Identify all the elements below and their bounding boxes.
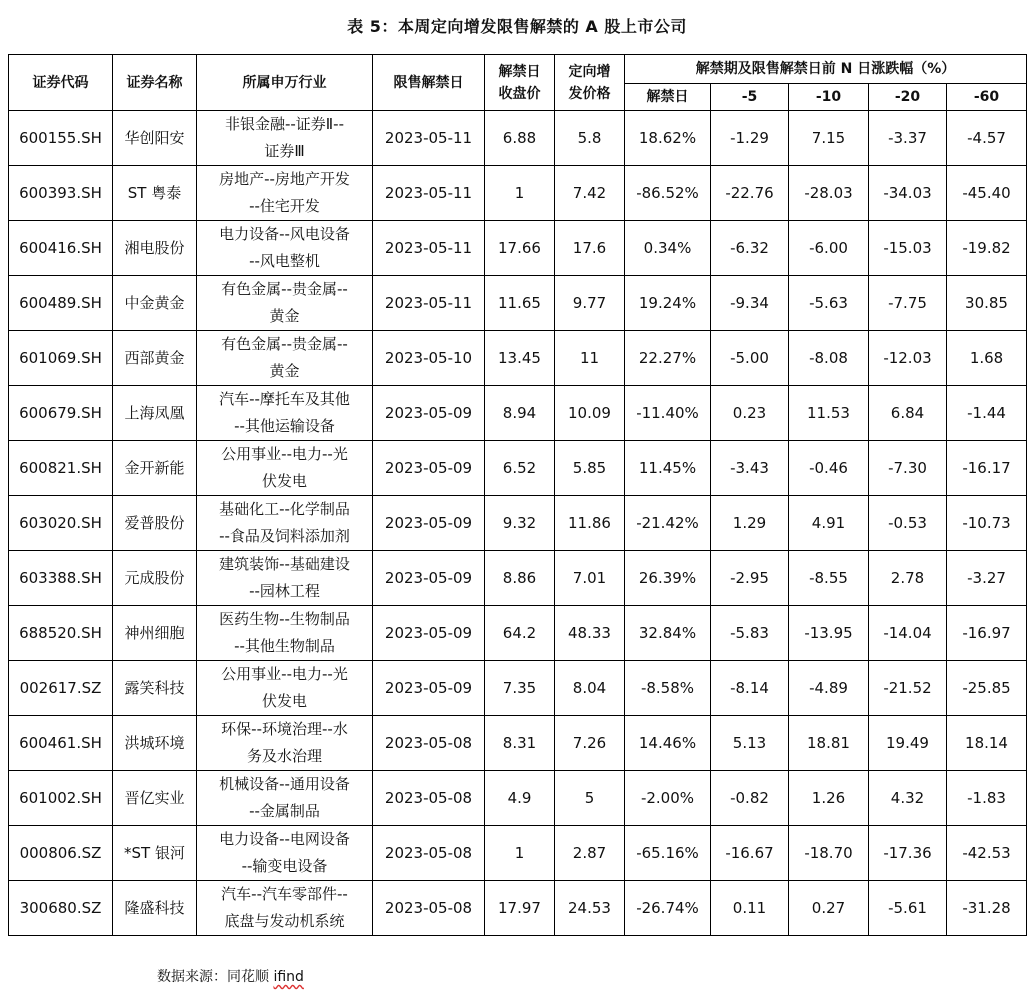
cell-code: 600489.SH [9, 276, 113, 331]
cell-change-d5: 0.11 [711, 881, 789, 936]
header-change-group: 解禁期及限售解禁日前 N 日涨跌幅（%） [625, 55, 1027, 84]
cell-close: 1 [485, 826, 555, 881]
cell-change-d60: -42.53 [947, 826, 1027, 881]
cell-industry-line2: --输变电设备 [241, 857, 328, 875]
cell-change-d20: -0.53 [869, 496, 947, 551]
cell-industry-line2: --园林工程 [249, 582, 320, 600]
cell-change-d5: -6.32 [711, 221, 789, 276]
cell-name: 元成股份 [113, 551, 197, 606]
cell-price: 7.26 [555, 716, 625, 771]
cell-price: 17.6 [555, 221, 625, 276]
cell-change-d60: -16.17 [947, 441, 1027, 496]
cell-name: 西部黄金 [113, 331, 197, 386]
cell-change-d0: 26.39% [625, 551, 711, 606]
cell-name: 洪城环境 [113, 716, 197, 771]
cell-industry-line2: 黄金 [269, 362, 300, 380]
cell-change-d20: 4.32 [869, 771, 947, 826]
cell-change-d5: -22.76 [711, 166, 789, 221]
cell-change-d20: 6.84 [869, 386, 947, 441]
cell-change-d60: -4.57 [947, 111, 1027, 166]
cell-change-d10: -5.63 [789, 276, 869, 331]
cell-industry-line2: --其他生物制品 [234, 637, 335, 655]
cell-change-d10: 1.26 [789, 771, 869, 826]
cell-change-d0: -65.16% [625, 826, 711, 881]
table-row [9, 881, 1027, 936]
cell-date: 2023-05-11 [373, 111, 485, 166]
cell-change-d60: -25.85 [947, 661, 1027, 716]
cell-change-d5: -3.43 [711, 441, 789, 496]
header-close-line1: 解禁日 [498, 63, 541, 80]
cell-close: 64.2 [485, 606, 555, 661]
cell-industry [197, 331, 373, 386]
cell-price: 5.8 [555, 111, 625, 166]
cell-industry-line1: 公用事业--电力--光 [221, 665, 348, 683]
cell-date: 2023-05-09 [373, 441, 485, 496]
cell-close: 8.86 [485, 551, 555, 606]
cell-price: 11.86 [555, 496, 625, 551]
cell-industry [197, 551, 373, 606]
cell-name: 华创阳安 [113, 111, 197, 166]
table-row [9, 716, 1027, 771]
cell-change-d10: -18.70 [789, 826, 869, 881]
cell-change-d60: -10.73 [947, 496, 1027, 551]
cell-industry-line1: 医药生物--生物制品 [219, 610, 350, 628]
cell-industry-line2: 证券Ⅲ [264, 142, 305, 160]
table-row [9, 661, 1027, 716]
cell-change-d0: 22.27% [625, 331, 711, 386]
cell-price: 48.33 [555, 606, 625, 661]
cell-name: 爱普股份 [113, 496, 197, 551]
cell-code: 601069.SH [9, 331, 113, 386]
header-date: 限售解禁日 [373, 55, 485, 111]
cell-name: 湘电股份 [113, 221, 197, 276]
cell-date: 2023-05-08 [373, 881, 485, 936]
cell-industry-line1: 房地产--房地产开发 [219, 170, 350, 188]
cell-change-d0: -21.42% [625, 496, 711, 551]
cell-date: 2023-05-11 [373, 221, 485, 276]
cell-change-d60: 30.85 [947, 276, 1027, 331]
cell-change-d10: -8.08 [789, 331, 869, 386]
cell-code: 600393.SH [9, 166, 113, 221]
header-price-line2: 发价格 [568, 85, 611, 102]
cell-date: 2023-05-10 [373, 331, 485, 386]
cell-change-d20: -17.36 [869, 826, 947, 881]
table-row [9, 331, 1027, 386]
cell-price: 2.87 [555, 826, 625, 881]
cell-code: 601002.SH [9, 771, 113, 826]
table-row [9, 496, 1027, 551]
cell-code: 600679.SH [9, 386, 113, 441]
cell-change-d60: -1.83 [947, 771, 1027, 826]
cell-close: 9.32 [485, 496, 555, 551]
cell-name: ST 粤泰 [113, 166, 197, 221]
cell-industry-line1: 有色金属--贵金属-- [221, 335, 348, 353]
cell-industry-line1: 电力设备--电网设备 [219, 830, 350, 848]
cell-change-d0: 0.34% [625, 221, 711, 276]
cell-date: 2023-05-11 [373, 276, 485, 331]
cell-date: 2023-05-09 [373, 386, 485, 441]
cell-price: 7.01 [555, 551, 625, 606]
cell-industry-line2: --其他运输设备 [234, 417, 335, 435]
cell-industry-line1: 建筑装饰--基础建设 [219, 555, 350, 573]
cell-industry-line2: --金属制品 [249, 802, 320, 820]
cell-date: 2023-05-09 [373, 551, 485, 606]
cell-price: 9.77 [555, 276, 625, 331]
cell-change-d10: -0.46 [789, 441, 869, 496]
cell-change-d10: 18.81 [789, 716, 869, 771]
cell-industry [197, 771, 373, 826]
cell-industry-line1: 基础化工--化学制品 [219, 500, 350, 518]
cell-change-d20: -34.03 [869, 166, 947, 221]
cell-close: 17.66 [485, 221, 555, 276]
cell-industry-line1: 机械设备--通用设备 [219, 775, 350, 793]
cell-industry [197, 166, 373, 221]
table-row [9, 441, 1027, 496]
cell-change-d0: 11.45% [625, 441, 711, 496]
cell-change-d10: -13.95 [789, 606, 869, 661]
cell-code: 603388.SH [9, 551, 113, 606]
cell-close: 8.31 [485, 716, 555, 771]
cell-industry [197, 716, 373, 771]
cell-change-d10: -28.03 [789, 166, 869, 221]
cell-change-d60: -3.27 [947, 551, 1027, 606]
cell-industry-line2: --住宅开发 [249, 197, 320, 215]
data-source-brand: ifind [273, 969, 304, 985]
cell-close: 13.45 [485, 331, 555, 386]
cell-industry [197, 496, 373, 551]
cell-industry [197, 386, 373, 441]
cell-change-d60: -45.40 [947, 166, 1027, 221]
header-industry: 所属申万行业 [197, 55, 373, 111]
cell-industry [197, 826, 373, 881]
cell-industry [197, 661, 373, 716]
cell-close: 7.35 [485, 661, 555, 716]
cell-price: 5.85 [555, 441, 625, 496]
cell-change-d5: -16.67 [711, 826, 789, 881]
cell-price: 8.04 [555, 661, 625, 716]
cell-change-d20: -14.04 [869, 606, 947, 661]
header-code: 证券代码 [9, 55, 113, 111]
cell-change-d10: -6.00 [789, 221, 869, 276]
cell-industry-line2: --风电整机 [249, 252, 320, 270]
cell-industry-line1: 汽车--摩托车及其他 [219, 390, 350, 408]
lockup-expiry-table [8, 54, 1027, 936]
cell-industry [197, 276, 373, 331]
cell-change-d20: -12.03 [869, 331, 947, 386]
header-price [555, 55, 625, 111]
cell-change-d60: -19.82 [947, 221, 1027, 276]
table-row [9, 166, 1027, 221]
data-source [157, 966, 304, 986]
cell-change-d5: -8.14 [711, 661, 789, 716]
cell-change-d10: 0.27 [789, 881, 869, 936]
cell-change-d60: -1.44 [947, 386, 1027, 441]
cell-date: 2023-05-08 [373, 716, 485, 771]
cell-name: 露笑科技 [113, 661, 197, 716]
cell-date: 2023-05-09 [373, 606, 485, 661]
cell-name: *ST 银河 [113, 826, 197, 881]
cell-date: 2023-05-08 [373, 826, 485, 881]
cell-date: 2023-05-09 [373, 496, 485, 551]
cell-industry [197, 606, 373, 661]
cell-code: 600821.SH [9, 441, 113, 496]
cell-change-d20: -7.30 [869, 441, 947, 496]
cell-industry-line1: 环保--环境治理--水 [221, 720, 348, 738]
cell-code: 002617.SZ [9, 661, 113, 716]
cell-industry-line2: 黄金 [269, 307, 300, 325]
header-close [485, 55, 555, 111]
cell-date: 2023-05-08 [373, 771, 485, 826]
cell-name: 神州细胞 [113, 606, 197, 661]
cell-name: 金开新能 [113, 441, 197, 496]
table-row [9, 221, 1027, 276]
cell-change-d0: -2.00% [625, 771, 711, 826]
cell-change-d5: 0.23 [711, 386, 789, 441]
cell-industry-line1: 非银金融--证券Ⅱ-- [224, 115, 345, 133]
cell-close: 8.94 [485, 386, 555, 441]
table-title: 表 5：本周定向增发限售解禁的 A 股上市公司 [347, 17, 687, 36]
cell-industry [197, 111, 373, 166]
cell-change-d0: -26.74% [625, 881, 711, 936]
cell-date: 2023-05-09 [373, 661, 485, 716]
cell-industry-line2: 伏发电 [261, 692, 307, 710]
cell-industry-line2: 务及水治理 [246, 747, 322, 765]
cell-close: 1 [485, 166, 555, 221]
cell-change-d0: 14.46% [625, 716, 711, 771]
cell-change-d5: -5.83 [711, 606, 789, 661]
data-source-label: 数据来源：同花顺 [157, 969, 274, 985]
cell-price: 24.53 [555, 881, 625, 936]
cell-change-d60: -16.97 [947, 606, 1027, 661]
cell-change-d0: 19.24% [625, 276, 711, 331]
cell-industry [197, 441, 373, 496]
cell-industry-line1: 电力设备--风电设备 [219, 225, 350, 243]
cell-code: 300680.SZ [9, 881, 113, 936]
cell-change-d10: 7.15 [789, 111, 869, 166]
table-row [9, 386, 1027, 441]
header-sub-d10: -10 [789, 84, 869, 111]
cell-code: 000806.SZ [9, 826, 113, 881]
cell-code: 688520.SH [9, 606, 113, 661]
header-name: 证券名称 [113, 55, 197, 111]
table-row [9, 606, 1027, 661]
cell-industry [197, 221, 373, 276]
cell-name: 隆盛科技 [113, 881, 197, 936]
cell-industry-line1: 汽车--汽车零部件-- [221, 885, 348, 903]
cell-change-d20: 2.78 [869, 551, 947, 606]
cell-change-d0: -8.58% [625, 661, 711, 716]
cell-close: 6.52 [485, 441, 555, 496]
cell-name: 中金黄金 [113, 276, 197, 331]
cell-change-d0: 18.62% [625, 111, 711, 166]
cell-change-d5: 5.13 [711, 716, 789, 771]
table-row [9, 826, 1027, 881]
cell-change-d0: 32.84% [625, 606, 711, 661]
cell-industry-line2: 伏发电 [261, 472, 307, 490]
cell-name: 晋亿实业 [113, 771, 197, 826]
table-row [9, 111, 1027, 166]
header-close-line2: 收盘价 [498, 85, 541, 102]
cell-code: 603020.SH [9, 496, 113, 551]
cell-change-d5: -9.34 [711, 276, 789, 331]
cell-change-d10: -4.89 [789, 661, 869, 716]
cell-close: 6.88 [485, 111, 555, 166]
cell-close: 11.65 [485, 276, 555, 331]
table-row [9, 771, 1027, 826]
cell-close: 17.97 [485, 881, 555, 936]
cell-code: 600416.SH [9, 221, 113, 276]
header-sub-d60: -60 [947, 84, 1027, 111]
cell-change-d20: -21.52 [869, 661, 947, 716]
cell-date: 2023-05-11 [373, 166, 485, 221]
cell-change-d5: -0.82 [711, 771, 789, 826]
cell-industry-line1: 有色金属--贵金属-- [221, 280, 348, 298]
table-row [9, 551, 1027, 606]
cell-change-d20: -5.61 [869, 881, 947, 936]
cell-change-d5: -1.29 [711, 111, 789, 166]
cell-name: 上海凤凰 [113, 386, 197, 441]
cell-change-d20: -3.37 [869, 111, 947, 166]
header-sub-d0: 解禁日 [625, 84, 711, 111]
cell-change-d20: -7.75 [869, 276, 947, 331]
cell-change-d0: -86.52% [625, 166, 711, 221]
cell-change-d5: -5.00 [711, 331, 789, 386]
cell-change-d60: -31.28 [947, 881, 1027, 936]
cell-change-d10: 11.53 [789, 386, 869, 441]
cell-price: 7.42 [555, 166, 625, 221]
cell-price: 5 [555, 771, 625, 826]
cell-price: 10.09 [555, 386, 625, 441]
cell-code: 600461.SH [9, 716, 113, 771]
cell-change-d60: 1.68 [947, 331, 1027, 386]
cell-code: 600155.SH [9, 111, 113, 166]
cell-change-d5: -2.95 [711, 551, 789, 606]
cell-change-d5: 1.29 [711, 496, 789, 551]
header-sub-d20: -20 [869, 84, 947, 111]
cell-change-d60: 18.14 [947, 716, 1027, 771]
cell-change-d20: 19.49 [869, 716, 947, 771]
cell-change-d20: -15.03 [869, 221, 947, 276]
cell-close: 4.9 [485, 771, 555, 826]
cell-change-d10: 4.91 [789, 496, 869, 551]
cell-industry [197, 881, 373, 936]
header-sub-d5: -5 [711, 84, 789, 111]
cell-industry-line2: --食品及饲料添加剂 [219, 527, 350, 545]
cell-price: 11 [555, 331, 625, 386]
table-row [9, 276, 1027, 331]
cell-industry-line2: 底盘与发动机系统 [224, 912, 345, 930]
header-price-line1: 定向增 [568, 63, 611, 80]
cell-change-d0: -11.40% [625, 386, 711, 441]
cell-industry-line1: 公用事业--电力--光 [221, 445, 348, 463]
cell-change-d10: -8.55 [789, 551, 869, 606]
